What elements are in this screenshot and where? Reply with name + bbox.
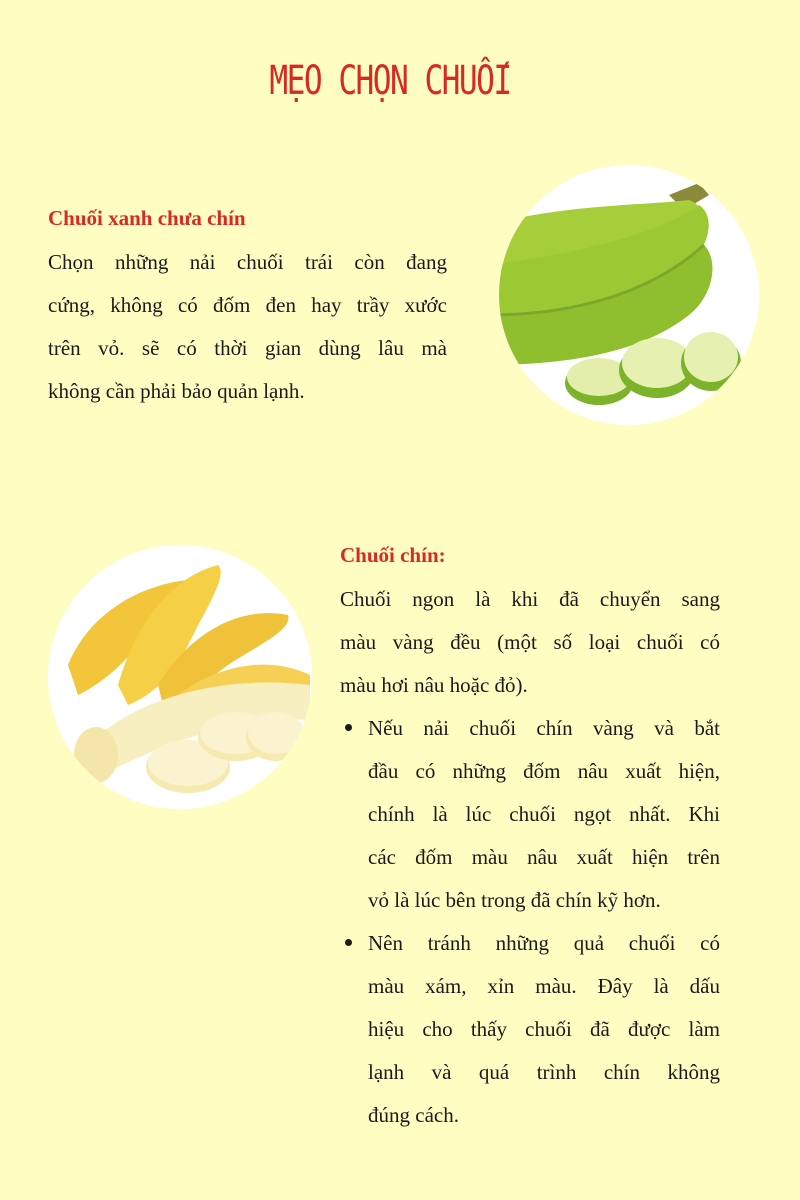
- bullet-line: Nên tránh những quả chuối có: [368, 931, 720, 955]
- ripe-banana-photo: [48, 545, 312, 809]
- bullet-line: màu xám, xỉn màu. Đây là dấu: [368, 974, 720, 998]
- ripe-banana-paragraph: [340, 578, 720, 707]
- bullet-line: vỏ là lúc bên trong đã chín kỹ hơn.: [368, 888, 661, 912]
- bullet-line: chính là lúc chuối ngọt nhất. Khi: [368, 802, 720, 826]
- page-title: MẸO CHỌN CHUỐI: [269, 58, 511, 104]
- green-banana-heading: Chuối xanh chưa chín: [48, 206, 246, 230]
- bullet-text: [368, 707, 720, 922]
- ripe-banana-line: màu hơi nâu hoặc đỏ).: [340, 673, 528, 697]
- green-banana-line: Chọn những nải chuối trái còn đang: [48, 250, 447, 274]
- ripe-banana-tips-list: [340, 707, 720, 1137]
- bullet-icon: [345, 939, 352, 946]
- ripe-banana-line: màu vàng đều (một số loại chuối có: [340, 630, 720, 654]
- bullet-line: đầu có những đốm nâu xuất hiện,: [368, 759, 720, 783]
- bullet-line: các đốm màu nâu xuất hiện trên: [368, 845, 720, 869]
- list-item: [340, 922, 720, 1137]
- bullet-line: Nếu nải chuối chín vàng và bắt: [368, 716, 720, 740]
- bullet-text: [368, 922, 720, 1137]
- list-item: [340, 707, 720, 922]
- ripe-banana-heading: Chuối chín:: [340, 543, 446, 567]
- green-banana-line: không cần phải bảo quản lạnh.: [48, 379, 305, 403]
- bullet-line: đúng cách.: [368, 1103, 459, 1127]
- bullet-line: lạnh và quá trình chín không: [368, 1060, 720, 1084]
- bullet-line: hiệu cho thấy chuối đã được làm: [368, 1017, 720, 1041]
- green-banana-line: trên vỏ. sẽ có thời gian dùng lâu mà: [48, 336, 447, 360]
- bullet-icon: [345, 724, 352, 731]
- green-banana-line: cứng, không có đốm đen hay trầy xước: [48, 293, 447, 317]
- ripe-banana-line: Chuối ngon là khi đã chuyển sang: [340, 587, 720, 611]
- green-banana-photo: [499, 165, 759, 425]
- green-banana-paragraph: [48, 241, 447, 413]
